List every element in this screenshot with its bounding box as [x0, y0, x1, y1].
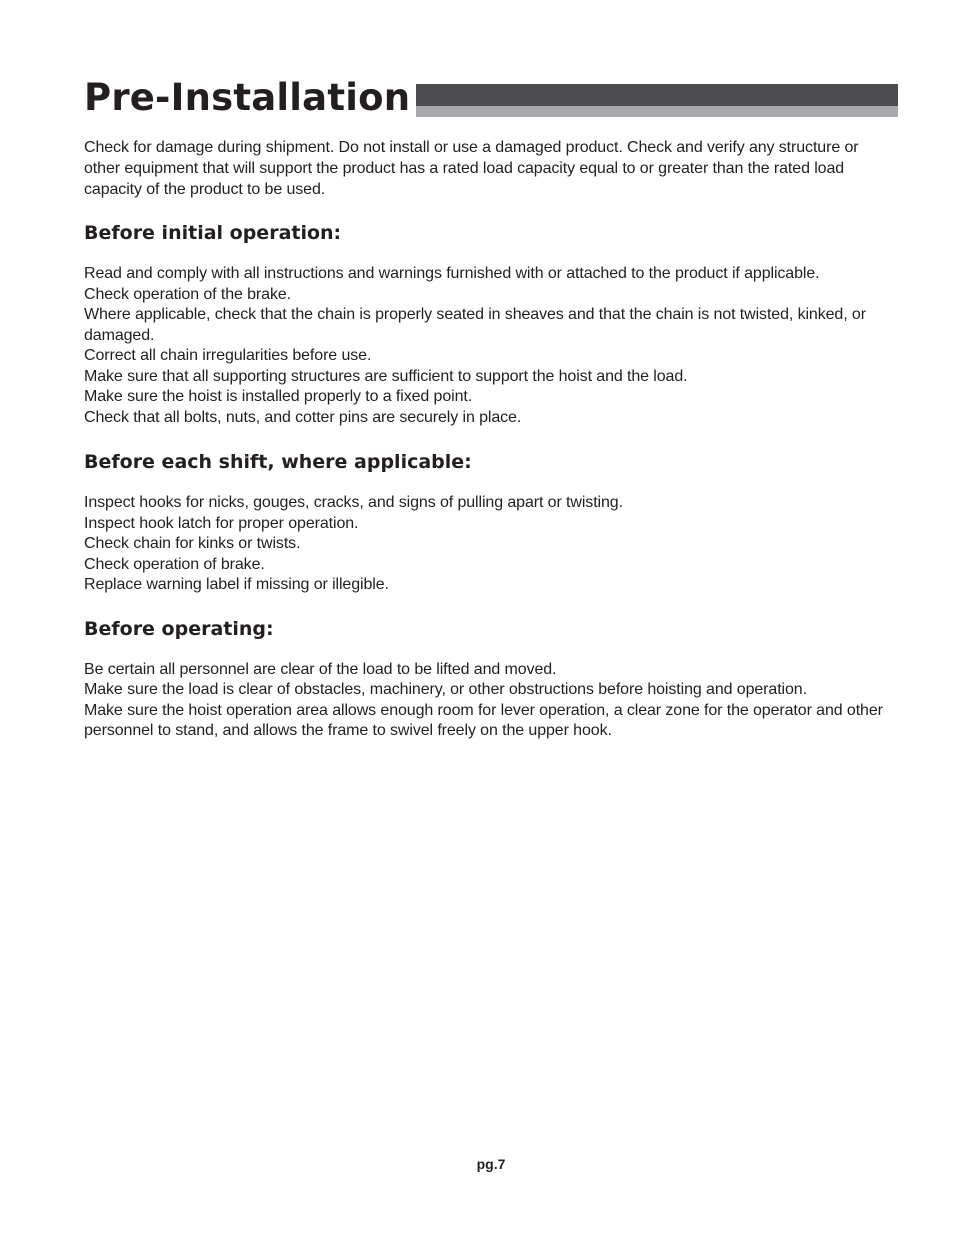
page-header — [84, 74, 898, 122]
list-item: Make sure that all supporting structures are sufficient to support the hoist and the load. — [84, 367, 688, 385]
title-bar-dark-stripe — [416, 84, 898, 106]
page-content — [84, 137, 898, 742]
list-item: Check that all bolts, nuts, and cotter pins are securely in place. — [84, 408, 522, 426]
list-item: Where applicable, check that the chain is properly seated in sheaves and that the chain is not twisted, kinked, or damaged. — [84, 306, 866, 344]
intro-paragraph: Check for damage during shipment. Do not install or use a damaged product. Check and verify any structure or other equipment that will support the product has a rated load capacity equal to or greater than the rated load capacity of the product to be used. — [84, 139, 859, 198]
section-heading-before-initial-operation: Before initial operation: — [84, 222, 342, 244]
section-heading-before-operating: Before operating: — [84, 617, 274, 640]
list-item: Make sure the load is clear of obstacles, machinery, or other obstructions before hoisting and operation. — [84, 681, 807, 698]
list-item: Check chain for kinks or twists. — [84, 535, 301, 552]
list-item: Correct all chain irregularities before use. — [84, 347, 372, 364]
list-item: Make sure the hoist operation area allows enough room for lever operation, a clear zone for the operator and other personnel to stand, and allows the frame to swivel freely on the upper hook. — [84, 701, 883, 739]
list-item: Replace warning label if missing or illegible. — [84, 576, 389, 593]
title-decoration-bar — [416, 84, 898, 117]
list-item: Inspect hooks for nicks, gouges, cracks, and signs of pulling apart or twisting. — [84, 494, 623, 511]
list-item: Be certain all personnel are clear of the load to be lifted and moved. — [84, 660, 557, 678]
list-item: Check operation of brake. — [84, 555, 265, 573]
page-number: pg.7 — [476, 1156, 506, 1172]
section-heading-before-each-shift: Before each shift, where applicable: — [84, 451, 472, 473]
title-bar-light-stripe — [416, 106, 898, 117]
page-title: Pre-Installation — [84, 76, 411, 119]
list-item: Make sure the hoist is installed properly to a fixed point. — [84, 388, 473, 405]
list-item: Check operation of the brake. — [84, 285, 292, 303]
list-item: Inspect hook latch for proper operation. — [84, 514, 359, 532]
section-lines-before-each-shift — [84, 493, 898, 596]
section-lines-before-operating — [84, 660, 898, 742]
list-item: Read and comply with all instructions and warnings furnished with or attached to the product if applicable. — [84, 265, 820, 282]
section-lines-before-initial-operation — [84, 264, 898, 428]
